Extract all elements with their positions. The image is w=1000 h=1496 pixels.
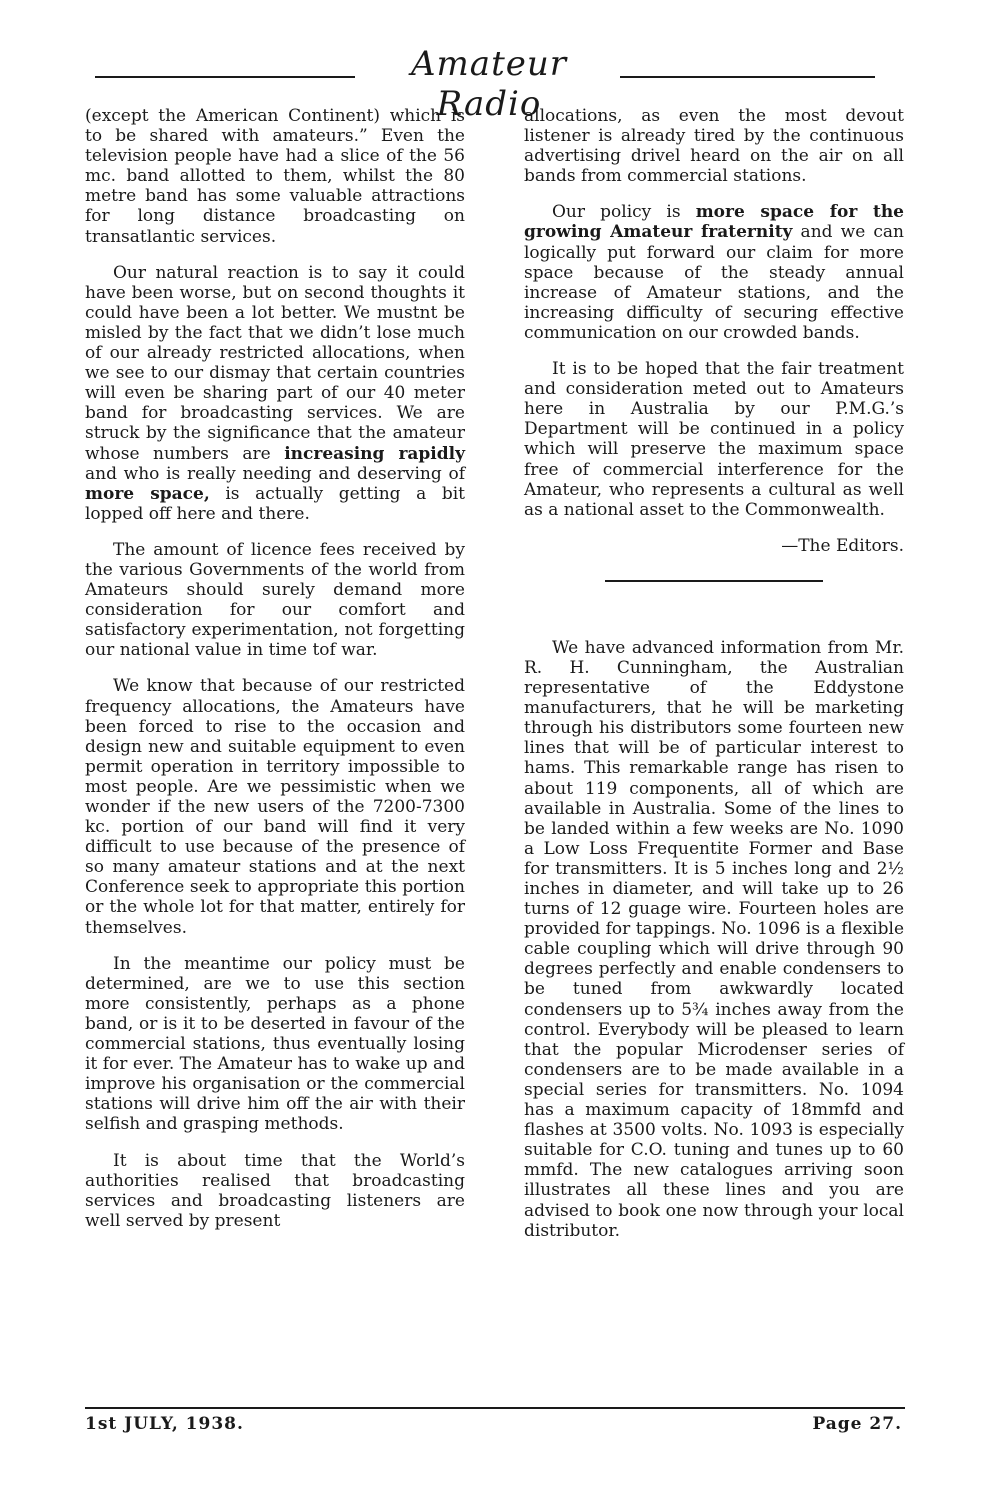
news-paragraph: We have advanced information from Mr. R. H. Cunningham, the Australian representative of the Eddystone manufacturers, that he will be marketing through his distributors some fourteen new lines that will be of particular interest to hams. This remarkable range has risen to about 119 components, all of which are available in Australia. Some of the lines to be landed within a few weeks are No. 1090 a Low Loss Frequentite Former and Base for transmitters. It is 5 inches long and 2½ inches in diameter, and will take up to 26 turns of 12 guage wire. Fourteen holes are provided for tappings. No. 1096 is a flexible cable coupling which will drive through 90 degrees perfectly and enable condensers to be tuned from awkwardly located condensers up to 5¾ inches away from the control. Everybody will be pleased to learn that the popular Microdenser series of condensers are to be made available in a special series for transmitters. No. 1094 has a maximum capacity of 18mmfd and flashes at 3500 volts. No. 1093 is especially suitable for C.O. tuning and tunes up to 60 mmfd. The new catalogues arriving soon illustrates all these lines and you are advised to book one now through your local distributor. (524, 637, 904, 1241)
masthead-rule-right (620, 76, 875, 78)
paragraph: The amount of licence fees received by the various Governments of the world from Amateurs should surely demand more consideration for our comfort and satisfactory experimentation, not forgetting our national value in time tof war. (85, 539, 465, 661)
issue-date: 1st JULY, 1938. (85, 1414, 244, 1434)
masthead (95, 42, 875, 124)
paragraph: We know that because of our restricted frequency allocations, the Amateurs have been forced to rise to the occasion and design new and suitable equipment to even permit operation in territory impossible to most people. Are we pessimistic when we wonder if the new users of the 7200-7300 kc. portion of our band will find it very difficult to use because of the presence of so many amateur stations and at the next Conference seek to appropriate this portion or the whole lot for that matter, entirely for themselves. (85, 676, 465, 938)
paragraph: It is about time that the World’s authorities realised that broadcasting services and broadcasting listeners are well served by present (85, 1150, 465, 1231)
right-column (524, 106, 904, 1257)
paragraph: (except the American Continent) which is to be shared with amateurs.” Even the television people have had a slice of the 56 mc. band allotted to them, whilst the 80 metre band has some valuable attractions for long distance broadcasting on transatlantic services. (85, 106, 465, 247)
paragraph: Our policy is more space for the growing Amateur fraternity and we can logically put forward our claim for more space because of the steady annual increase of Amateur stations, and the increasing difficulty of securing effective communication on our crowded bands. (524, 202, 904, 343)
paragraph: allocations, as even the most devout listener is already tired by the continuous advertising drivel heard on the air on all bands from commercial stations. (524, 106, 904, 187)
left-column (85, 106, 465, 1247)
section-divider (605, 580, 823, 582)
paragraph: In the meantime our policy must be determined, are we to use this section more consistently, perhaps as a phone band, or is it to be deserted in favour of the commercial stations, thus eventually losing it for ever. The Amateur has to wake up and improve his organisation or the commercial stations will drive him off the air with their selfish and grasping methods. (85, 953, 465, 1135)
editors-signature: —The Editors. (781, 535, 904, 556)
footer-rule (85, 1407, 905, 1409)
masthead-title: Amateur Radio (411, 44, 567, 124)
masthead-rule-left (95, 76, 355, 78)
paragraph: It is to be hoped that the fair treatment and consideration meted out to Amateurs here in Australia by our P.M.G.’s Department will be continued in a policy which will preserve the maximum space free of commercial interference for the Amateur, who represents a cultural as well as a national asset to the Commonwealth. (524, 359, 904, 520)
page-number: Page 27. (812, 1414, 902, 1434)
paragraph: Our natural reaction is to say it could have been worse, but on second thoughts it could have been a lot better. We mustnt be misled by the fact that we didn’t lose much of our already restricted allocations, when we see to our dismay that certain countries will even be sharing part of our 40 meter band for broadcasting services. We are struck by the significance that the amateur whose numbers are increasing rapidly and who is really needing and deserving of more space, is actually getting a bit lopped off here and there. (85, 262, 465, 524)
